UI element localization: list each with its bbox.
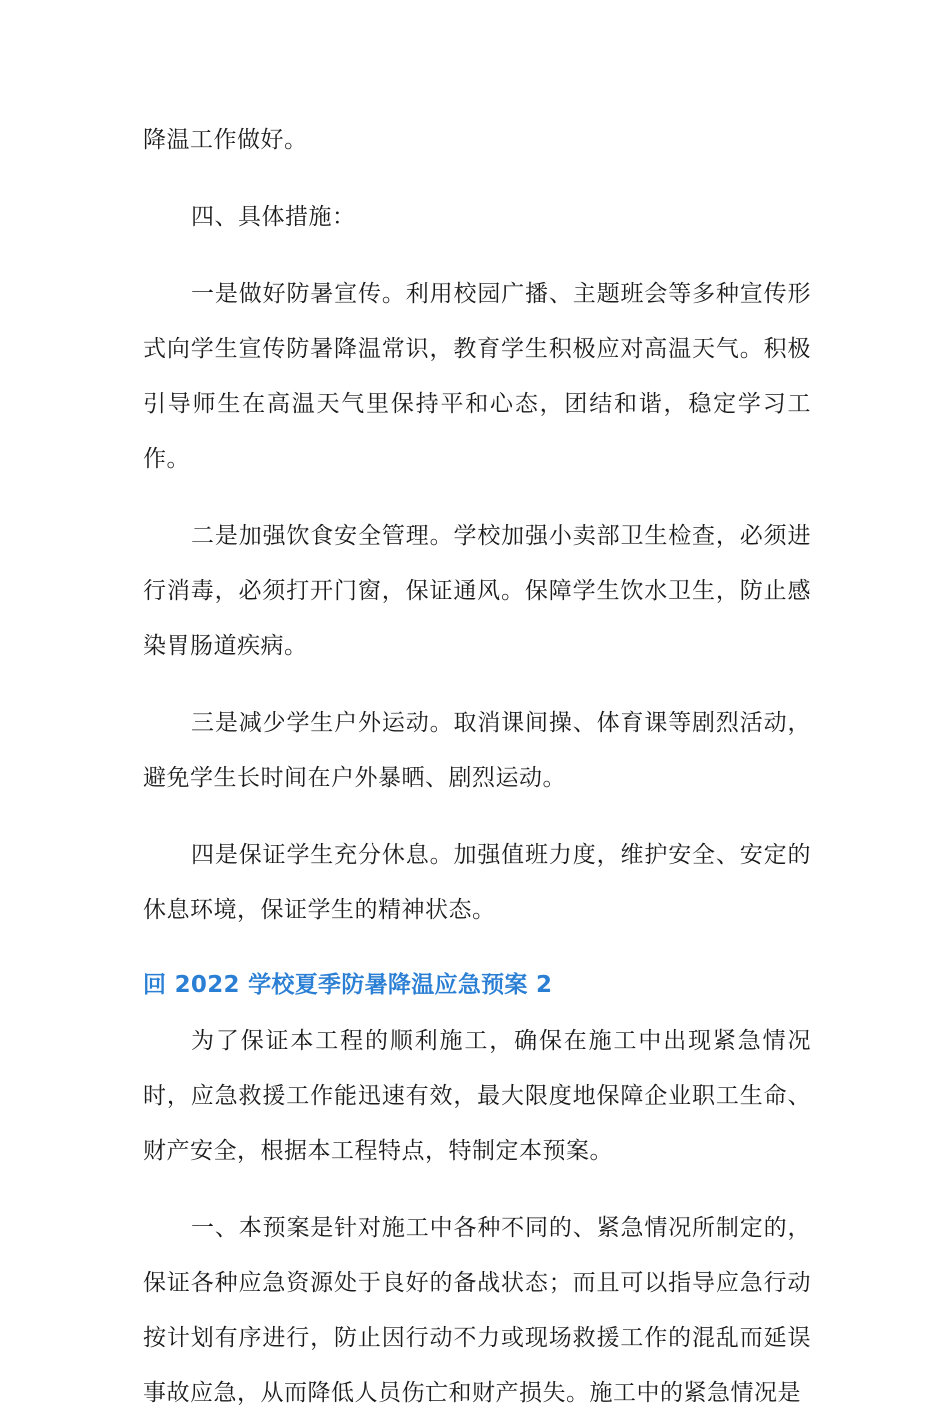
paragraph-measure-2: 二是加强饮食安全管理。学校加强小卖部卫生检查，必须进行消毒，必须打开门窗，保证通风。保障学生饮水卫生，防止感染胃肠道疾病。 — [143, 523, 811, 659]
paragraph-item-1: 一、本预案是针对施工中各种不同的、紧急情况所制定的，保证各种应急资源处于良好的备战状态；而且可以指导应急行动按计划有序进行，防止因行动不力或现场救援工作的混乱而延误事故应急，从而降低人员伤亡和财产损失。施工中的紧急情况是 — [143, 1215, 811, 1406]
paragraph-measures-heading: 四、具体措施： — [191, 204, 356, 230]
section-heading-link[interactable]: 回 2022 学校夏季防暑降温应急预案 2 — [143, 972, 553, 998]
paragraph-intro: 为了保证本工程的顺利施工，确保在施工中出现紧急情况时，应急救援工作能迅速有效，最大限度地保障企业职工生命、财产安全，根据本工程特点，特制定本预案。 — [143, 1028, 811, 1164]
paragraph-continuation: 降温工作做好。 — [143, 127, 308, 153]
document-body — [143, 113, 811, 1421]
paragraph-measure-4: 四是保证学生充分休息。加强值班力度，维护安全、安定的休息环境，保证学生的精神状态。 — [143, 842, 811, 923]
paragraph-measure-1: 一是做好防暑宣传。利用校园广播、主题班会等多种宣传形式向学生宣传防暑降温常识，教育学生积极应对高温天气。积极引导师生在高温天气里保持平和心态，团结和谐，稳定学习工作。 — [143, 281, 811, 472]
paragraph-measure-3: 三是减少学生户外运动。取消课间操、体育课等剧烈活动，避免学生长时间在户外暴晒、剧烈运动。 — [143, 710, 811, 791]
